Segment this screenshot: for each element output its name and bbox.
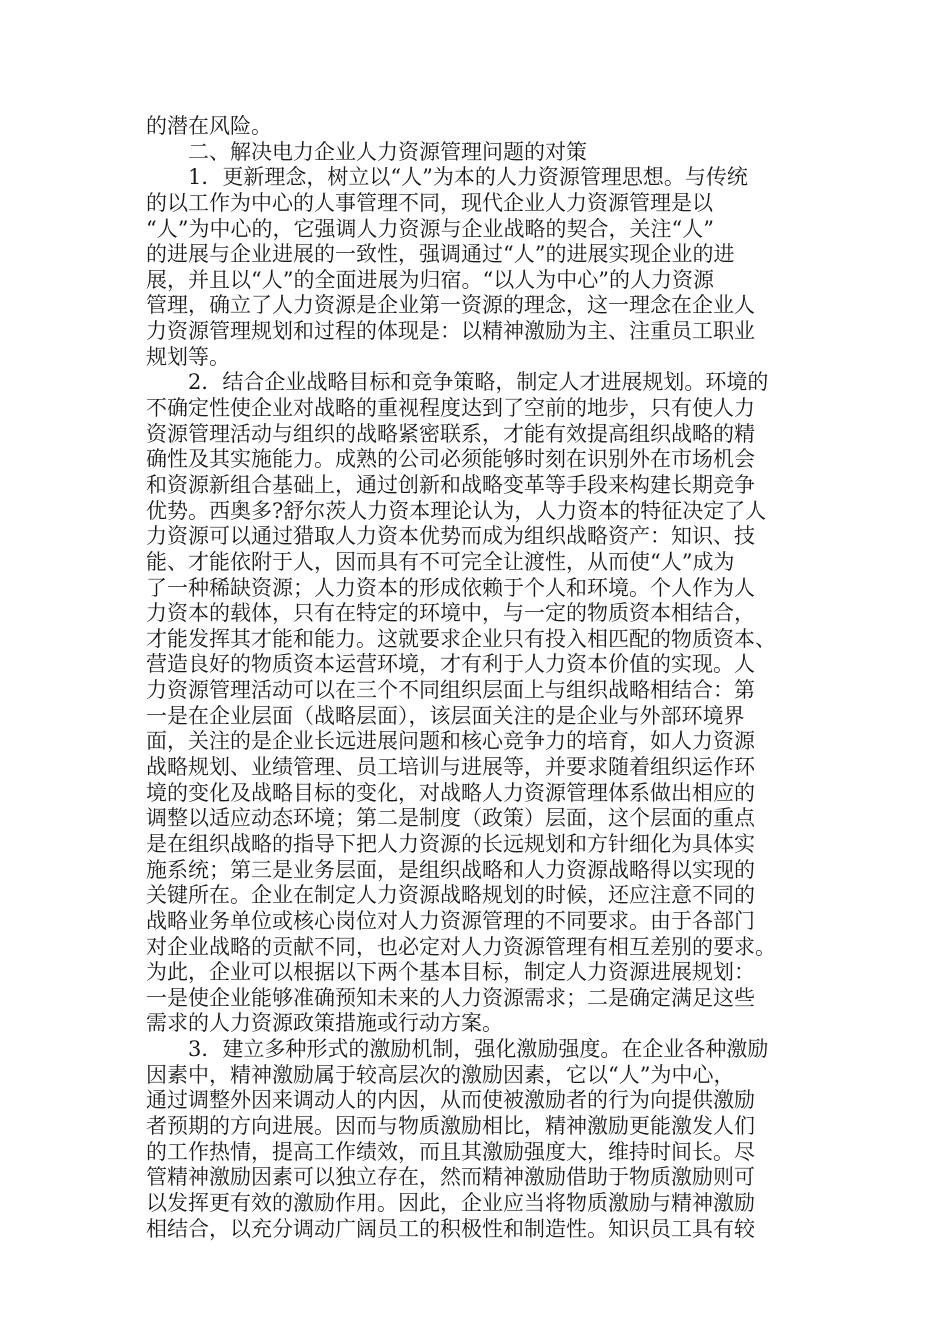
text-line: 确性及其实施能力。成熟的公司必须能够时刻在识别外在市场机会: [146, 447, 755, 472]
text-line: 1．更新理念，树立以“人”为本的人力资源管理思想。与传统: [188, 165, 748, 190]
text-line: 对企业战略的贡献不同，也必定对人力资源管理有相互差别的要求。: [146, 934, 776, 959]
text-line: 的以工作为中心的人事管理不同，现代企业人力资源管理是以: [146, 190, 713, 215]
text-line: 是在组织战略的指导下把人力资源的长远规划和方针细化为具体实: [146, 831, 755, 856]
text-line: 相结合，以充分调动广阔员工的积极性和制造性。知识员工具有较: [146, 1216, 755, 1241]
text-line: 力资本的载体，只有在特定的环境中，与一定的物质资本相结合，: [146, 601, 755, 626]
document-body: [146, 114, 806, 1242]
text-line: 不确定性使企业对战略的重视程度达到了空前的地步，只有使人力: [146, 396, 755, 421]
text-line: 境的变化及战略目标的变化，对战略人力资源管理体系做出相应的: [146, 780, 755, 805]
text-line: 施系统；第三是业务层面，是组织战略和人力资源战略得以实现的: [146, 857, 755, 882]
text-line: 管理，确立了人力资源是企业第一资源的理念，这一理念在企业人: [146, 293, 755, 318]
text-line: 需求的人力资源政策措施或行动方案。: [146, 1011, 503, 1036]
text-line: 通过调整外因来调动人的内因，从而使被激励者的行为向提供激励: [146, 1088, 755, 1113]
text-line: 资源管理活动与组织的战略紧密联系，才能有效提高组织战略的精: [146, 421, 755, 446]
text-line: 的潜在风险。: [146, 114, 272, 138]
text-line: 一是使企业能够准确预知未来的人力资源需求；二是确定满足这些: [146, 985, 755, 1010]
text-line: 营造良好的物质资本运营环境，才有利于人力资本价值的实现。人: [146, 652, 755, 677]
text-line: 因素中，精神激励属于较高层次的激励因素，它以“人”为中心，: [146, 1062, 735, 1087]
text-line: 为此，企业可以根据以下两个基本目标，制定人力资源进展规划：: [146, 960, 755, 985]
text-line: “人”为中心的，它强调人力资源与企业战略的契合，关注“人”: [146, 216, 714, 241]
text-line: 的工作热情，提高工作绩效，而且其激励强度大，维持时间长。尽: [146, 1139, 755, 1164]
text-line: 了一种稀缺资源；人力资本的形成依赖于个人和环境。个人作为人: [146, 575, 755, 600]
text-line: 者预期的方向进展。因而与物质激励相比，精神激励更能激发人们: [146, 1113, 755, 1138]
text-line: 管精神激励因素可以独立存在，然而精神激励借助于物质激励则可: [146, 1165, 755, 1190]
text-line: 力资源可以通过猎取人力资本优势而成为组织战略资产：知识、技: [146, 524, 755, 549]
text-line: 力资源管理规划和过程的体现是：以精神激励为主、注重员工职业: [146, 319, 755, 344]
text-line: 调整以适应动态环境；第二是制度（政策）层面，这个层面的重点: [146, 806, 755, 831]
text-line: 战略业务单位或核心岗位对人力资源管理的不同要求。由于各部门: [146, 908, 755, 933]
text-line: 3．建立多种形式的激励机制，强化激励强度。在企业各种激励: [188, 1037, 769, 1062]
section-heading: 二、解决电力企业人力资源管理问题的对策: [188, 139, 587, 164]
text-line: 的进展与企业进展的一致性，强调通过“人”的进展实现企业的进: [146, 242, 735, 267]
text-line: 战略规划、业绩管理、员工培训与进展等，并要求随着组织运作环: [146, 755, 755, 780]
text-line: 展，并且以“人”的全面进展为归宿。“以人为中心”的人力资源: [146, 267, 714, 292]
text-line: 一是在企业层面（战略层面），该层面关注的是企业与外部环境界: [146, 703, 745, 728]
text-line: 2．结合企业战略目标和竞争策略，制定人才进展规划。环境的: [188, 370, 769, 395]
text-line: 面，关注的是企业长远进展问题和核心竞争力的培育，如人力资源: [146, 729, 755, 754]
text-line: 关键所在。企业在制定人力资源战略规划的时候，还应注意不同的: [146, 883, 755, 908]
text-line: 优势。西奥多?舒尔茨人力资本理论认为，人力资本的特征决定了人: [146, 498, 767, 523]
text-line: 规划等。: [146, 344, 230, 369]
text-line: 能、才能依附于人，因而具有不可完全让渡性，从而使“人”成为: [146, 549, 735, 574]
text-line: 力资源管理活动可以在三个不同组织层面上与组织战略相结合：第: [146, 678, 755, 703]
text-line: 才能发挥其才能和能力。这就要求企业只有投入相匹配的物质资本、: [146, 626, 776, 651]
text-line: 和资源新组合基础上，通过创新和战略变革等手段来构建长期竞争: [146, 472, 755, 497]
text-line: 以发挥更有效的激励作用。因此，企业应当将物质激励与精神激励: [146, 1190, 755, 1215]
